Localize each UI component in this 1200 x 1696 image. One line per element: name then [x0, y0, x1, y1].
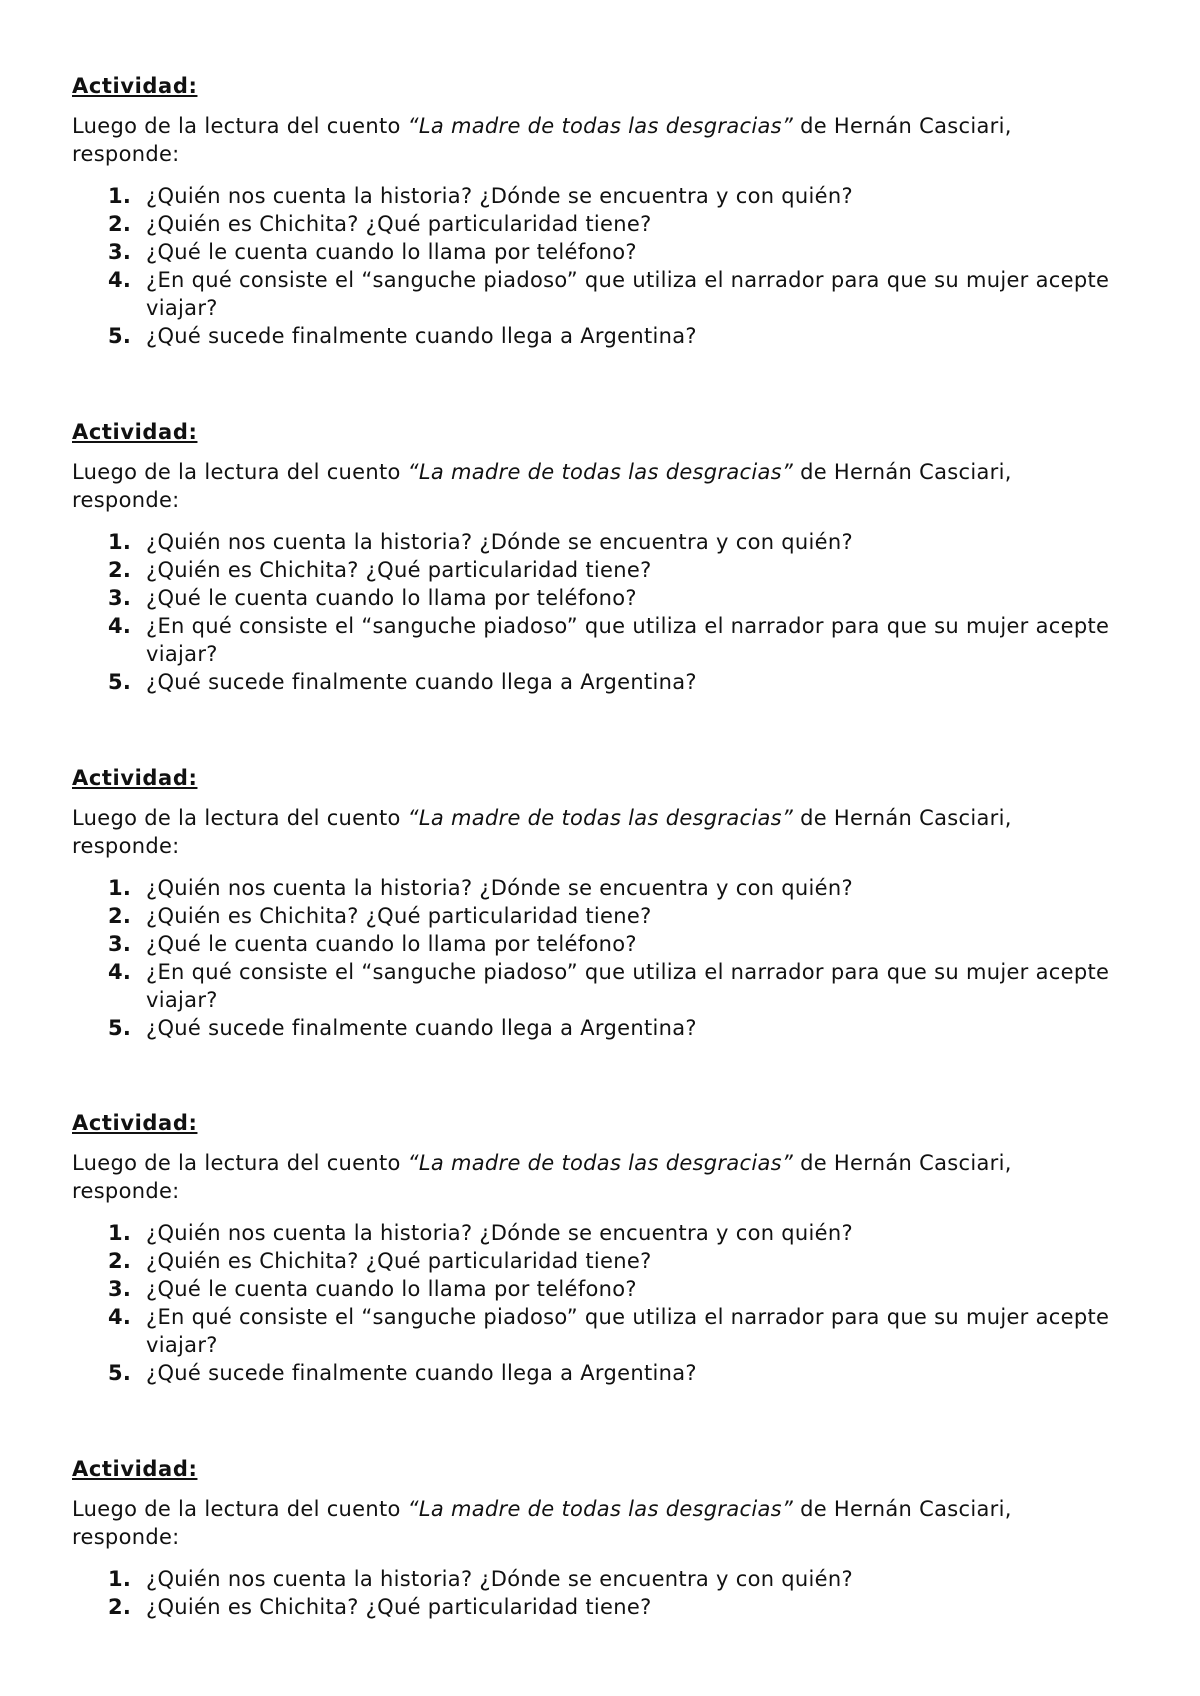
activity-intro: [72, 1149, 1112, 1205]
question-text: ¿Quién es Chichita? ¿Qué particularidad tiene?: [146, 1595, 652, 1619]
question-number: 5.: [108, 1016, 132, 1040]
question-item: [72, 874, 1112, 902]
activity-block: [72, 418, 1112, 696]
question-text: ¿Quién es Chichita? ¿Qué particularidad tiene?: [146, 212, 652, 236]
question-list: [72, 1219, 1112, 1387]
question-text: ¿Qué le cuenta cuando lo llama por teléfono?: [146, 586, 637, 610]
question-item: [72, 584, 1112, 612]
question-text: ¿Qué sucede finalmente cuando llega a Argentina?: [146, 1016, 697, 1040]
question-item: [72, 668, 1112, 696]
question-item: [72, 1565, 1112, 1593]
activity-intro: [72, 1495, 1112, 1551]
story-title: “La madre de todas las desgracias”: [407, 114, 794, 138]
question-item: [72, 612, 1112, 668]
question-number: 3.: [108, 932, 132, 956]
question-number: 5.: [108, 1361, 132, 1385]
question-text: ¿Qué le cuenta cuando lo llama por teléfono?: [146, 932, 637, 956]
story-title: “La madre de todas las desgracias”: [407, 1497, 794, 1521]
question-number: 4.: [108, 268, 132, 292]
question-number: 1.: [108, 1221, 132, 1245]
activity-heading: Actividad:: [72, 766, 198, 790]
story-title: “La madre de todas las desgracias”: [407, 460, 794, 484]
question-text: ¿En qué consiste el “sanguche piadoso” que utiliza el narrador para que su mujer acepte viajar?: [146, 268, 1110, 320]
question-number: 1.: [108, 184, 132, 208]
question-number: 5.: [108, 670, 132, 694]
question-item: [72, 902, 1112, 930]
activity-intro: [72, 112, 1112, 168]
intro-text-after: de Hernán Casciari, responde:: [72, 806, 1012, 858]
question-item: [72, 322, 1112, 350]
intro-text-before: Luego de la lectura del cuento: [72, 114, 408, 138]
activity-intro: [72, 458, 1112, 514]
question-item: [72, 238, 1112, 266]
intro-text-after: de Hernán Casciari, responde:: [72, 1497, 1012, 1549]
question-item: [72, 528, 1112, 556]
question-number: 2.: [108, 212, 132, 236]
intro-text-after: de Hernán Casciari, responde:: [72, 114, 1012, 166]
question-text: ¿Qué sucede finalmente cuando llega a Argentina?: [146, 324, 697, 348]
question-item: [72, 1247, 1112, 1275]
question-number: 2.: [108, 558, 132, 582]
question-number: 1.: [108, 876, 132, 900]
question-list: [72, 182, 1112, 350]
question-number: 4.: [108, 1305, 132, 1329]
question-text: ¿Qué sucede finalmente cuando llega a Argentina?: [146, 1361, 697, 1385]
activity-block: [72, 764, 1112, 1042]
question-number: 3.: [108, 1277, 132, 1301]
question-number: 3.: [108, 240, 132, 264]
story-title: “La madre de todas las desgracias”: [407, 1151, 794, 1175]
question-item: [72, 1303, 1112, 1359]
question-text: ¿Quién es Chichita? ¿Qué particularidad tiene?: [146, 904, 652, 928]
activity-block: [72, 72, 1112, 350]
intro-text-after: de Hernán Casciari, responde:: [72, 460, 1012, 512]
question-text: ¿Qué le cuenta cuando lo llama por teléfono?: [146, 1277, 637, 1301]
question-number: 2.: [108, 1249, 132, 1273]
question-number: 4.: [108, 614, 132, 638]
question-list: [72, 874, 1112, 1042]
question-item: [72, 930, 1112, 958]
activity-intro: [72, 804, 1112, 860]
question-item: [72, 182, 1112, 210]
question-item: [72, 556, 1112, 584]
question-text: ¿Quién nos cuenta la historia? ¿Dónde se encuentra y con quién?: [146, 184, 853, 208]
intro-text-after: de Hernán Casciari, responde:: [72, 1151, 1012, 1203]
question-list: [72, 1565, 1112, 1621]
question-text: ¿Quién nos cuenta la historia? ¿Dónde se encuentra y con quién?: [146, 1567, 853, 1591]
intro-text-before: Luego de la lectura del cuento: [72, 1497, 408, 1521]
question-text: ¿En qué consiste el “sanguche piadoso” que utiliza el narrador para que su mujer acepte viajar?: [146, 960, 1110, 1012]
question-number: 3.: [108, 586, 132, 610]
question-text: ¿Quién nos cuenta la historia? ¿Dónde se encuentra y con quién?: [146, 1221, 853, 1245]
question-text: ¿Quién nos cuenta la historia? ¿Dónde se encuentra y con quién?: [146, 530, 853, 554]
activity-block: [72, 1455, 1112, 1621]
question-text: ¿Quién nos cuenta la historia? ¿Dónde se encuentra y con quién?: [146, 876, 853, 900]
question-item: [72, 958, 1112, 1014]
question-number: 5.: [108, 324, 132, 348]
question-text: ¿En qué consiste el “sanguche piadoso” que utiliza el narrador para que su mujer acepte viajar?: [146, 1305, 1110, 1357]
question-item: [72, 1219, 1112, 1247]
activity-heading: Actividad:: [72, 1457, 198, 1481]
question-item: [72, 1275, 1112, 1303]
question-text: ¿Qué sucede finalmente cuando llega a Argentina?: [146, 670, 697, 694]
intro-text-before: Luego de la lectura del cuento: [72, 460, 408, 484]
activity-heading: Actividad:: [72, 1111, 198, 1135]
question-item: [72, 210, 1112, 238]
question-item: [72, 1014, 1112, 1042]
activity-heading: Actividad:: [72, 74, 198, 98]
intro-text-before: Luego de la lectura del cuento: [72, 806, 408, 830]
activity-block: [72, 1109, 1112, 1387]
question-text: ¿Quién es Chichita? ¿Qué particularidad tiene?: [146, 1249, 652, 1273]
question-list: [72, 528, 1112, 696]
question-number: 2.: [108, 1595, 132, 1619]
question-number: 4.: [108, 960, 132, 984]
intro-text-before: Luego de la lectura del cuento: [72, 1151, 408, 1175]
question-text: ¿Quién es Chichita? ¿Qué particularidad tiene?: [146, 558, 652, 582]
question-item: [72, 266, 1112, 322]
question-number: 1.: [108, 530, 132, 554]
question-number: 1.: [108, 1567, 132, 1591]
story-title: “La madre de todas las desgracias”: [407, 806, 794, 830]
question-item: [72, 1593, 1112, 1621]
question-item: [72, 1359, 1112, 1387]
question-text: ¿En qué consiste el “sanguche piadoso” que utiliza el narrador para que su mujer acepte viajar?: [146, 614, 1110, 666]
question-text: ¿Qué le cuenta cuando lo llama por teléfono?: [146, 240, 637, 264]
question-number: 2.: [108, 904, 132, 928]
activity-heading: Actividad:: [72, 420, 198, 444]
